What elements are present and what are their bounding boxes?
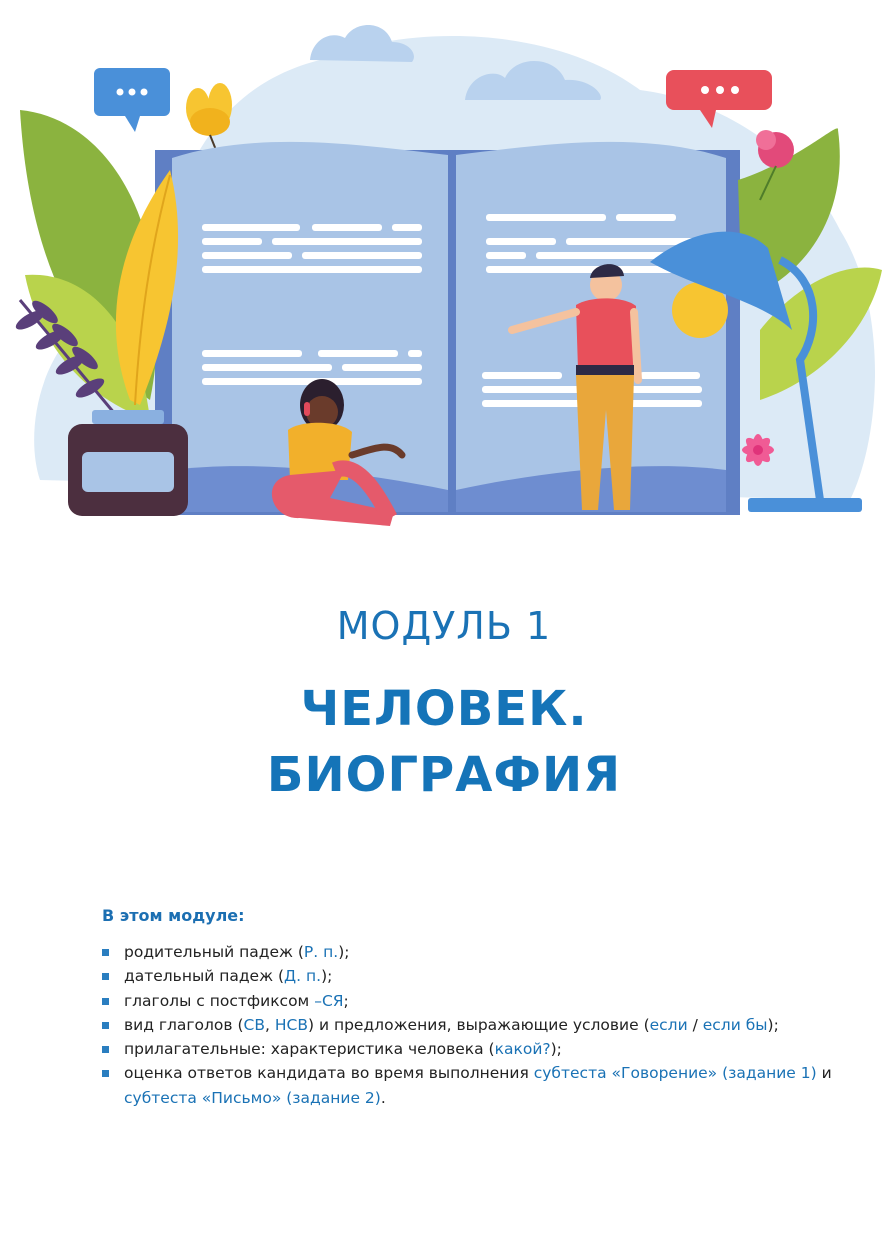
pink-daisy [742,434,774,466]
list-item: глаголы с постфиксом –СЯ; [102,989,862,1013]
title-line-1: ЧЕЛОВЕК. [300,681,588,737]
module-label: МОДУЛЬ 1 [336,604,552,648]
title-line-2: БИОГРАФИЯ [266,747,622,803]
list-item: дательный падеж (Д. п.); [102,964,862,988]
list-item: прилагательные: характеристика человека (какой?); [102,1037,862,1061]
topic-list [102,940,862,1110]
module-illustration [0,0,888,540]
page-title [0,676,888,808]
speech-bubble-icon [94,68,170,132]
module-intro-heading: В этом модуле: [102,906,245,925]
list-item: вид глаголов (СВ, НСВ) и предложения, выражающие условие (если / если бы); [102,1013,862,1037]
list-item: родительный падеж (Р. п.); [102,940,862,964]
list-item: оценка ответов кандидата во время выполнения субтеста «Говорение» (задание 1) и субтеста «Письмо» (задание 2). [102,1061,862,1110]
cloud-icon [310,25,414,62]
ink-pot-icon [68,410,188,516]
